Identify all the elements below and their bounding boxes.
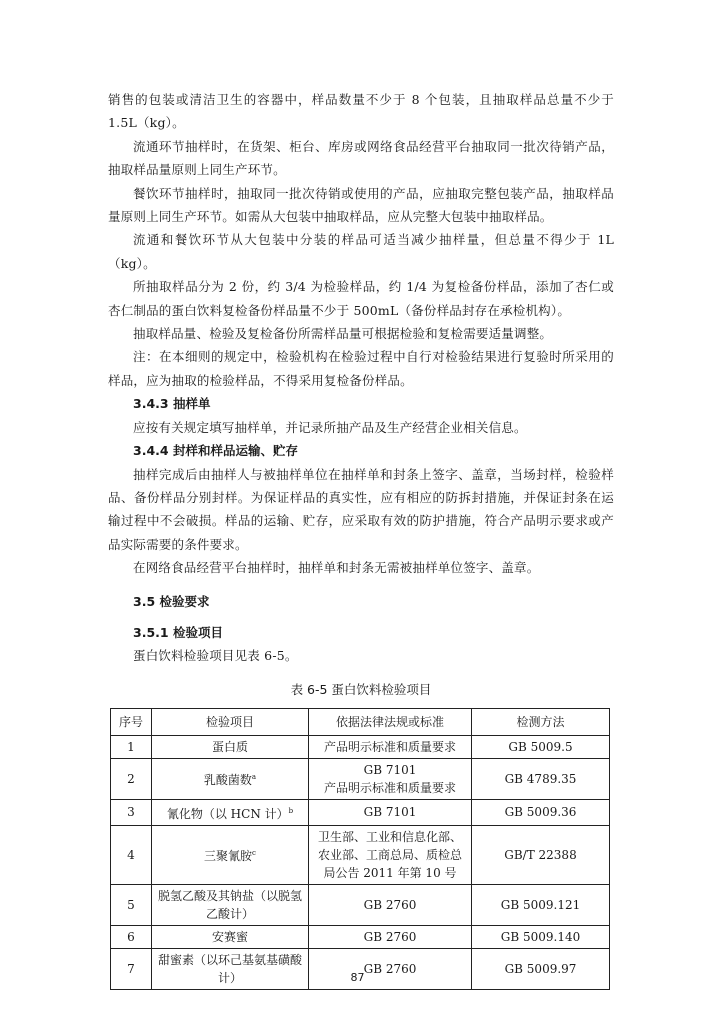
paragraph: 流通环节抽样时，在货架、柜台、库房或网络食品经营平台抽取同一批次待销产品，抽取样品量原则上同生产环节。 xyxy=(108,138,614,178)
inspection-items-table xyxy=(110,708,610,990)
table-row xyxy=(111,799,610,825)
row-number: 2 xyxy=(111,758,152,799)
row-number: 1 xyxy=(111,735,152,758)
inspection-item xyxy=(152,925,309,948)
inspection-item xyxy=(152,735,309,758)
standard-basis xyxy=(309,799,472,825)
standard-basis xyxy=(309,758,472,799)
inspection-item-label: 三聚氰胺 xyxy=(204,849,253,864)
inspection-item xyxy=(152,884,309,925)
standard-basis-line: 产品明示标准和质量要求 xyxy=(323,780,456,795)
paragraph: 餐饮环节抽样时，抽取同一批次待销或使用的产品，应抽取完整包装产品，抽取样品量原则上同生产环节。如需从大包装中抽取样品，应从完整大包装中抽取样品。 xyxy=(108,185,614,225)
test-method: GB 5009.36 xyxy=(472,799,610,825)
table-row xyxy=(111,735,610,758)
footnote-marker: c xyxy=(252,849,256,858)
inspection-item-label: 氰化物（以 HCN 计） xyxy=(166,806,289,821)
paragraph: 抽取样品量、检验及复检备份所需样品量可根据检验和复检需要适量调整。 xyxy=(133,326,553,342)
document-body xyxy=(108,88,614,990)
paragraph: 流通和餐饮环节从大包装中分装的样品可适当减少抽样量，但总量不得少于 1L（kg）。 xyxy=(108,232,614,271)
test-method: GB/T 22388 xyxy=(472,825,610,884)
standard-basis-line: GB 2760 xyxy=(363,961,417,976)
test-method: GB 5009.5 xyxy=(472,735,610,758)
row-number: 3 xyxy=(111,799,152,825)
standard-basis-line: GB 7101 xyxy=(363,805,417,820)
standard-basis-line: 局公告 2011 年第 10 号 xyxy=(323,865,457,880)
section-heading: 3.5.1 检验项目 xyxy=(133,624,223,640)
standard-basis-line: 产品明示标准和质量要求 xyxy=(323,739,456,754)
table-body xyxy=(111,735,610,989)
header-cell: 序号 xyxy=(111,708,152,735)
inspection-item xyxy=(152,758,309,799)
page-number: 87 xyxy=(350,971,365,984)
paragraph: 所抽取样品分为 2 份，约 3/4 为检验样品，约 1/4 为复检备份样品，添加了杏仁或杏仁制品的蛋白饮料复检备份样品量不少于 500mL（备份样品封存在承检机构）。 xyxy=(108,279,614,318)
inspection-item-label: 蛋白质 xyxy=(211,739,248,754)
section-heading: 3.5 检验要求 xyxy=(133,593,210,609)
table-caption: 表 6-5 蛋白饮料检验项目 xyxy=(290,681,432,697)
standard-basis xyxy=(309,825,472,884)
test-method: GB 5009.140 xyxy=(472,925,610,948)
test-method: GB 4789.35 xyxy=(472,758,610,799)
table-row xyxy=(111,825,610,884)
footnote-marker: b xyxy=(288,806,294,815)
section-heading: 3.4.4 封样和样品运输、贮存 xyxy=(133,443,298,459)
standard-basis xyxy=(309,925,472,948)
row-number: 4 xyxy=(111,825,152,884)
row-number: 5 xyxy=(111,884,152,925)
inspection-item-label: 脱氢乙酸及其钠盐（以脱氢乙酸计） xyxy=(157,888,302,921)
inspection-item-label: 乳酸菌数 xyxy=(203,773,252,788)
paragraph: 应按有关规定填写抽样单，并记录所抽产品及生产经营企业相关信息。 xyxy=(133,419,527,435)
standard-basis xyxy=(309,884,472,925)
inspection-item xyxy=(152,825,309,884)
standard-basis-line: GB 2760 xyxy=(363,929,417,944)
standard-basis-line: 卫生部、工业和信息化部、 xyxy=(317,829,462,844)
standard-basis-line: GB 2760 xyxy=(363,897,417,912)
paragraph: 在网络食品经营平台抽样时，抽样单和封条无需被抽样单位签字、盖章。 xyxy=(133,560,540,576)
row-number: 6 xyxy=(111,925,152,948)
paragraph: 蛋白饮料检验项目见表 6-5。 xyxy=(133,648,298,664)
inspection-item xyxy=(152,799,309,825)
test-method: GB 5009.121 xyxy=(472,884,610,925)
row-number: 7 xyxy=(111,948,152,989)
section-heading: 3.4.3 抽样单 xyxy=(133,396,211,412)
standard-basis xyxy=(309,735,472,758)
inspection-item-label: 甜蜜素（以环己基氨基磺酸计） xyxy=(157,952,302,985)
header-cell: 检测方法 xyxy=(472,708,610,735)
inspection-item-label: 安赛蜜 xyxy=(211,929,248,944)
paragraph: 销售的包装或清洁卫生的容器中，样品数量不少于 8 个包装，且抽取样品总量不少于 1.5L（kg）。 xyxy=(108,92,614,131)
table-row xyxy=(111,884,610,925)
header-cell: 依据法律法规或标准 xyxy=(309,708,472,735)
header-cell: 检验项目 xyxy=(152,708,309,735)
standard-basis-line: GB 7101 xyxy=(363,762,417,777)
paragraph: 抽样完成后由抽样人与被抽样单位在抽样单和封条上签字、盖章，当场封样，检验样品、备份样品分别封样。为保证样品的真实性，应有相应的防拆封措施，并保证封条在运输过程中不会破损。样品的运输、贮存，应采取有效的防护措施，符合产品明示要求或产品实际需要的条件要求。 xyxy=(108,466,614,552)
table-row xyxy=(111,758,610,799)
table-header-row xyxy=(111,708,610,735)
standard-basis-line: 农业部、工商总局、质检总 xyxy=(317,847,462,862)
table-row xyxy=(111,925,610,948)
footnote-marker: a xyxy=(251,773,257,782)
note-paragraph: 注：在本细则的规定中，检验机构在检验过程中自行对检验结果进行复验时所采用的样品，应为抽取的检验样品，不得采用复检备份样品。 xyxy=(108,349,614,388)
test-method: GB 5009.97 xyxy=(472,948,610,989)
